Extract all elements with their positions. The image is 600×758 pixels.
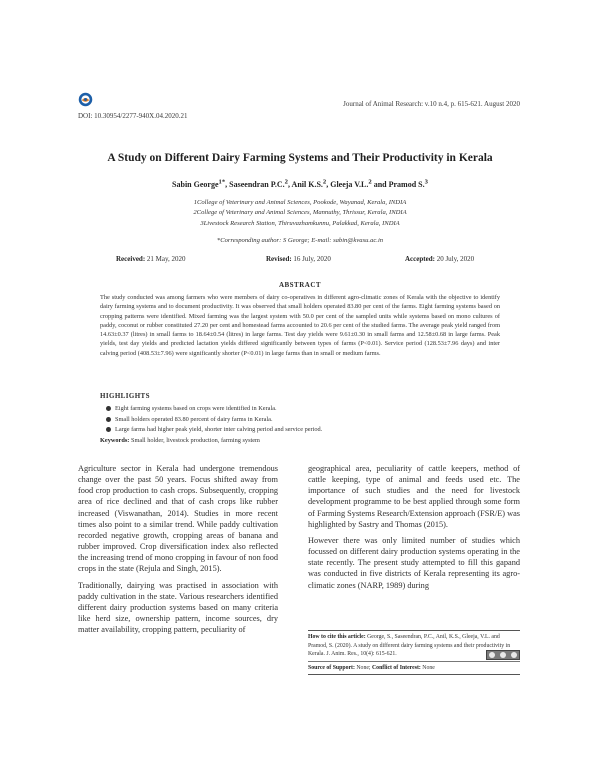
paper-title: A Study on Different Dairy Farming Systems and Their Productivity in Kerala: [107, 152, 493, 164]
highlights-heading: HIGHLIGHTS: [100, 392, 150, 400]
abstract-text: The study conducted was among farmers who were members of dairy co-operatives in different agro-climatic zones of Kerala with the objective to identify dairy farming systems and to document productivity. It was observed that small holders operated 83.80 per cent of the farms. Eight farming systems based on cropping patterns were identified. Mixed farming was the largest system with 50.0 per cent of the sampled units while systems based on mono cultures of paddy, coconut or rubber constituted 27.20 per cent and homestead farms accounted to 20.6 per cent of the studied farms. The average peak yield ranged from 14.63±0.37 (litres) in small farms to 18.64±0.54 (litres) in large farms. Test day yields were 9.61±0.30 in small farms and 12.58±0.68 in large farms. Peak yields, test day yields and predicted lactation yields differed significantly between types of farms (P<0.01). Service period (128.53±7.96 days) and inter calving period (408.53±7.96) were significantly shorter (P<0.01) in large farms than in small or medium farms.: [100, 294, 500, 357]
how-to-cite: How to cite this article: George, S., Saseendran, P.C., Anil, K.S., Gleeja, V.L. and Pramod, S. (2020). A study on different dairy farming systems and their productivity in Kerala. J. Anim. Res., 10(4): 615-621.: [308, 631, 520, 662]
cc-license-icon[interactable]: [486, 650, 520, 660]
body-right-column: [308, 463, 520, 596]
keywords: Keywords: Small holder, livestock production, farming system: [100, 437, 260, 444]
accepted-date: Accepted: 20 July, 2020: [405, 255, 475, 263]
citation-box: [308, 630, 520, 675]
journal-citation: Journal of Animal Research: v.10 n.4, p. 615-621. August 2020: [343, 100, 520, 108]
revised-date: Revised: 16 July, 2020: [266, 255, 331, 263]
affiliation-1: 1College of Veterinary and Animal Sciences, Pookode, Wayanad, Kerala, INDIA: [193, 199, 407, 206]
bullet-icon: [106, 406, 111, 411]
highlights-list: [106, 404, 506, 436]
corresponding-author: *Corresponding author: S George; E-mail: sabin@kvasu.ac.in: [216, 237, 384, 244]
bullet-icon: [106, 427, 111, 432]
affiliation-2: 2College of Veterinary and Animal Sciences, Mannuthy, Thrissur, Kerala, INDIA: [193, 209, 407, 217]
received-date: Received: 21 May, 2020: [116, 255, 186, 263]
body-paragraph: geographical area, peculiarity of cattle keepers, method of cattle keeping, type of animal and feeds used etc. The importance of such studies and the need for livestock development programme to be best applied through some form of Farming Systems Research/Extension approach (FSR/E) was highlighted by Sastry and Thomas (2015).: [308, 464, 520, 529]
highlight-item: Large farms had higher peak yield, shorter inter calving period and service period.: [106, 425, 506, 436]
affiliation-3: 3Livestock Research Station, Thiruvazhamkunnu, Palakkad, Kerala, INDIA: [200, 219, 400, 227]
body-paragraph: Traditionally, dairying was practised in association with paddy cultivation in the state. Various researchers identified different dairy production systems based on many criteria like herd size, ownership pattern, income sources, dry matter availability, cropping pattern, peculiarity of: [78, 580, 278, 635]
bullet-icon: [106, 417, 111, 422]
highlight-item: Small holders operated 83.80 percent of dairy farms in Kerala.: [106, 415, 506, 426]
author-list: Sabin George$^{1*}$, Saseendran P.C.$^2$, Anil K.S.$^2$, Gleeja V.L.$^2$ and Pramod S.$^3$: [172, 178, 428, 189]
highlight-item: Eight farming systems based on crops were identified in Kerala.: [106, 404, 506, 415]
doi-link[interactable]: DOI: 10.30954/2277-940X.04.2020.21: [78, 112, 188, 120]
support-line: Source of Support: None; Conflict of Interest: None: [308, 662, 520, 674]
journal-logo-icon: [78, 92, 93, 107]
body-paragraph: However there was only limited number of studies which focussed on different dairy production systems operating in the state recently. The present study attempted to fill this gapand was conducted in five districts of Kerala representing its agro-climatic zones (NARP, 1989) during: [308, 535, 520, 590]
body-left-column: [78, 463, 278, 640]
affiliations: [0, 198, 600, 229]
abstract-heading: ABSTRACT: [278, 281, 322, 289]
body-paragraph: Agriculture sector in Kerala had undergone tremendous change over the past 50 years. Focus shifted away from food crop production to cash crops. Subsequently, cropping area of rice declined and that of cash crops like rubber increased (Viswanathan, 2014). Studies in more recent times also point to a similar trend. While paddy cultivation recorded negative growth, cropping areas of banana and rubber improved. Crop diversification index also reflected the increasing trend of mono cropping in favour of non food crops in the state (Rejula and Singh, 2015).: [78, 464, 278, 574]
